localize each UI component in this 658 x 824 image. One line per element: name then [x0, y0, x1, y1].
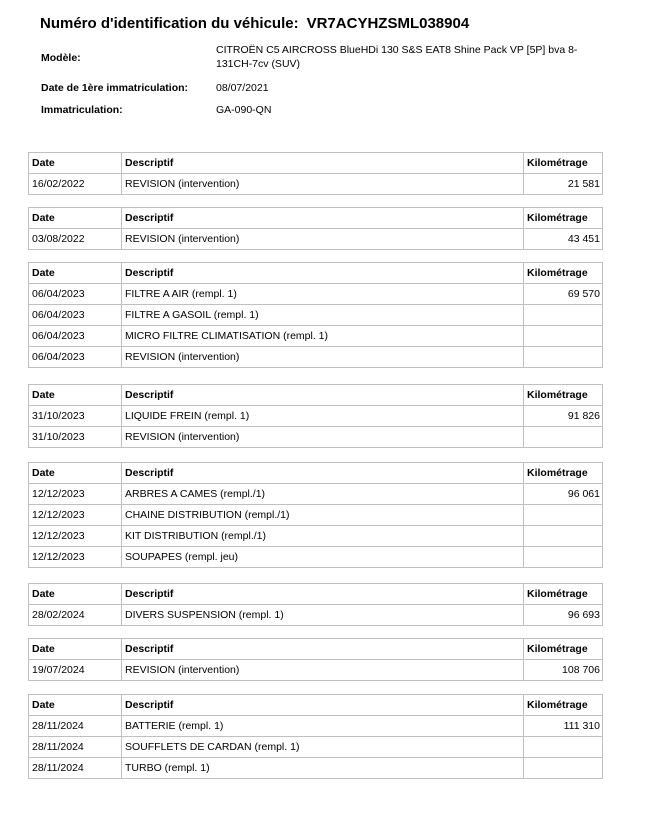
row-date: 03/08/2022	[29, 229, 122, 250]
table-header-row	[29, 153, 603, 174]
header-description: Descriptif	[122, 463, 524, 484]
table-row	[29, 547, 603, 568]
table-header-row	[29, 695, 603, 716]
table-row	[29, 347, 603, 368]
table-row	[29, 505, 603, 526]
row-description: LIQUIDE FREIN (rempl. 1)	[122, 406, 524, 427]
vin-label: Numéro d'identification du véhicule:	[40, 15, 299, 32]
row-date: 16/02/2022	[29, 174, 122, 195]
table-row	[29, 660, 603, 681]
row-mileage: 69 570	[524, 284, 603, 305]
header-description: Descriptif	[122, 153, 524, 174]
maintenance-table	[28, 152, 603, 195]
row-mileage	[524, 758, 603, 779]
header-date: Date	[29, 584, 122, 605]
row-mileage: 21 581	[524, 174, 603, 195]
maintenance-table	[28, 207, 603, 250]
row-date: 06/04/2023	[29, 347, 122, 368]
row-description: REVISION (intervention)	[122, 174, 524, 195]
row-mileage	[524, 347, 603, 368]
row-description: REVISION (intervention)	[122, 229, 524, 250]
row-description: FILTRE A GASOIL (rempl. 1)	[122, 305, 524, 326]
row-date: 28/11/2024	[29, 737, 122, 758]
header-mileage: Kilométrage	[524, 463, 603, 484]
row-date: 19/07/2024	[29, 660, 122, 681]
page-title	[40, 15, 469, 32]
header-description: Descriptif	[122, 263, 524, 284]
header-date: Date	[29, 153, 122, 174]
row-mileage	[524, 547, 603, 568]
header-mileage: Kilométrage	[524, 639, 603, 660]
header-date: Date	[29, 385, 122, 406]
row-date: 31/10/2023	[29, 427, 122, 448]
maintenance-table	[28, 384, 603, 448]
vin-value: VR7ACYHZSML038904	[306, 15, 470, 32]
row-description: REVISION (intervention)	[122, 347, 524, 368]
table-header-row	[29, 263, 603, 284]
maintenance-table	[28, 583, 603, 626]
header-description: Descriptif	[122, 639, 524, 660]
header-date: Date	[29, 639, 122, 660]
table-header-row	[29, 639, 603, 660]
row-description: FILTRE A AIR (rempl. 1)	[122, 284, 524, 305]
row-mileage: 43 451	[524, 229, 603, 250]
table-row	[29, 427, 603, 448]
header-date: Date	[29, 208, 122, 229]
maintenance-table	[28, 638, 603, 681]
row-description: REVISION (intervention)	[122, 427, 524, 448]
row-mileage: 108 706	[524, 660, 603, 681]
table-row	[29, 174, 603, 195]
header-date: Date	[29, 463, 122, 484]
table-header-row	[29, 463, 603, 484]
row-date: 12/12/2023	[29, 505, 122, 526]
row-date: 28/02/2024	[29, 605, 122, 626]
registration-date-label: Date de 1ère immatriculation:	[41, 82, 189, 94]
registration-date-value: 08/07/2021	[216, 82, 269, 94]
maintenance-table	[28, 694, 603, 779]
row-mileage	[524, 326, 603, 347]
maintenance-table	[28, 262, 603, 368]
table-row	[29, 406, 603, 427]
row-description: DIVERS SUSPENSION (rempl. 1)	[122, 605, 524, 626]
row-mileage	[524, 505, 603, 526]
table-row	[29, 284, 603, 305]
row-date: 06/04/2023	[29, 305, 122, 326]
row-date: 12/12/2023	[29, 547, 122, 568]
table-row	[29, 758, 603, 779]
row-mileage	[524, 737, 603, 758]
row-date: 12/12/2023	[29, 484, 122, 505]
model-value: CITROËN C5 AIRCROSS BlueHDi 130 S&S EAT8 Shine Pack VP [5P] bva 8-131CH-7cv (SUV)	[216, 44, 578, 70]
table-row	[29, 305, 603, 326]
row-date: 06/04/2023	[29, 326, 122, 347]
row-description: TURBO (rempl. 1)	[122, 758, 524, 779]
row-description: SOUFFLETS DE CARDAN (rempl. 1)	[122, 737, 524, 758]
row-description: SOUPAPES (rempl. jeu)	[122, 547, 524, 568]
header-mileage: Kilométrage	[524, 263, 603, 284]
header-mileage: Kilométrage	[524, 695, 603, 716]
model-label: Modèle:	[41, 52, 81, 64]
row-description: CHAINE DISTRIBUTION (rempl./1)	[122, 505, 524, 526]
row-description: ARBRES A CAMES (rempl./1)	[122, 484, 524, 505]
table-row	[29, 716, 603, 737]
row-date: 28/11/2024	[29, 758, 122, 779]
header-description: Descriptif	[122, 385, 524, 406]
plate-label: Immatriculation:	[41, 104, 123, 116]
plate-value: GA-090-QN	[216, 104, 272, 116]
row-date: 31/10/2023	[29, 406, 122, 427]
header-date: Date	[29, 263, 122, 284]
table-row	[29, 484, 603, 505]
row-mileage: 111 310	[524, 716, 603, 737]
table-row	[29, 229, 603, 250]
row-description: REVISION (intervention)	[122, 660, 524, 681]
row-mileage	[524, 427, 603, 448]
row-description: BATTERIE (rempl. 1)	[122, 716, 524, 737]
maintenance-table	[28, 462, 603, 568]
table-row	[29, 605, 603, 626]
row-mileage	[524, 305, 603, 326]
header-date: Date	[29, 695, 122, 716]
table-row	[29, 326, 603, 347]
header-mileage: Kilométrage	[524, 208, 603, 229]
header-description: Descriptif	[122, 208, 524, 229]
table-row	[29, 526, 603, 547]
row-description: MICRO FILTRE CLIMATISATION (rempl. 1)	[122, 326, 524, 347]
row-date: 28/11/2024	[29, 716, 122, 737]
header-description: Descriptif	[122, 584, 524, 605]
row-mileage: 91 826	[524, 406, 603, 427]
row-mileage: 96 061	[524, 484, 603, 505]
table-header-row	[29, 584, 603, 605]
table-header-row	[29, 385, 603, 406]
row-mileage	[524, 526, 603, 547]
row-mileage: 96 693	[524, 605, 603, 626]
row-date: 06/04/2023	[29, 284, 122, 305]
header-mileage: Kilométrage	[524, 584, 603, 605]
table-row	[29, 737, 603, 758]
header-mileage: Kilométrage	[524, 153, 603, 174]
header-mileage: Kilométrage	[524, 385, 603, 406]
header-description: Descriptif	[122, 695, 524, 716]
row-description: KIT DISTRIBUTION (rempl./1)	[122, 526, 524, 547]
table-header-row	[29, 208, 603, 229]
row-date: 12/12/2023	[29, 526, 122, 547]
